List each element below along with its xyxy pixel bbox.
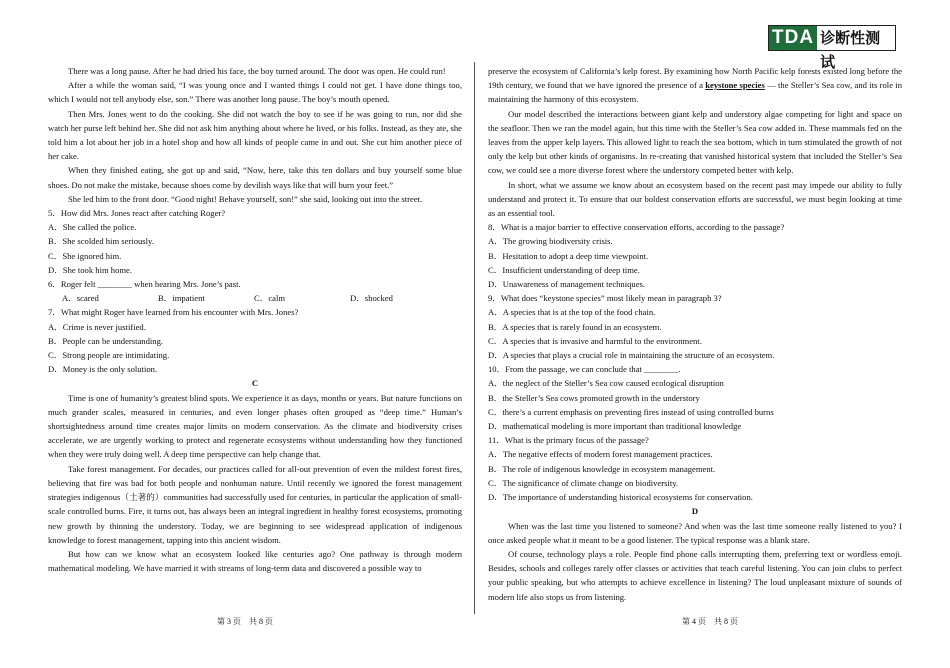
question-10: 10．From the passage, we can conclude that ________. xyxy=(488,364,681,375)
question-8: 8．What is a major barrier to effective conservation efforts, according to the passage? xyxy=(488,222,785,233)
text-run: — the Steller’s Sea cow, and its role in maintaining the harmony of this ecosystem. xyxy=(488,80,902,105)
option: C．A species that is invasive and harmful to the environment. xyxy=(488,335,702,346)
keystone-species-term: keystone species xyxy=(705,80,765,91)
paragraph: After a while the woman said, “I was young once and I wanted things I could not get. I have done things too, which I would not tell anybody else, son.” There was another long pause. The boy’s mouth opened. xyxy=(48,80,462,105)
right-column xyxy=(488,64,902,604)
section-d-heading: D xyxy=(691,506,699,517)
option: C．She ignored him. xyxy=(48,250,122,261)
logo-abbr: TDA xyxy=(769,26,817,50)
paragraph: When they finished eating, she got up and said, “Now, here, take this ten dollars and buy yourself some blue shoes. Do not make the mistake, because shoes come by devilish ways like that will burn your feet.” xyxy=(48,165,462,190)
option: C．Strong people are intimidating. xyxy=(48,350,170,361)
option: D．The importance of understanding historical ecosystems for conservation. xyxy=(488,492,753,503)
left-column xyxy=(48,64,462,575)
paragraph: In short, what we assume we know about an ecosystem based on the recent past may impede our ability to fully understand and protect it. To ensure that our boldest conservation efforts are successful, we must begin looking at time as an essential tool. xyxy=(488,179,902,219)
option: D．Unawareness of management techniques. xyxy=(488,279,646,290)
paragraph xyxy=(488,64,902,107)
page-number-right: 第 4 页 共 8 页 xyxy=(682,617,738,626)
option: A．The negative effects of modern forest management practices. xyxy=(488,449,713,460)
option: B．impatient xyxy=(158,293,205,304)
option: A．She called the police. xyxy=(48,222,137,233)
option: C．calm xyxy=(254,293,286,304)
column-divider xyxy=(474,62,475,614)
option: B．A species that is rarely found in an ecosystem. xyxy=(488,321,662,332)
option: D．shocked xyxy=(350,293,393,304)
options-row xyxy=(62,291,462,305)
paragraph: Take forest management. For decades, our practices called for all-out prevention of even the mildest forest fires, believing that fire was bad for both people and nonhuman nature. Until recently we ignored the forest management strategies indigenous（土著的）communities had successfully used for centuries, in particular the application of small-scale controlled burns. Fire, it turns out, has always been an integral ingredient in healthy forest ecosystems, promoting new growth by thinning the understory. Today, we are beginning to see widespread application of indigenous knowledge to forest management, tapping into this ancient wisdom. xyxy=(48,463,462,545)
question-9: 9．What does “keystone species” most likely mean in paragraph 3? xyxy=(488,293,722,304)
option: B．the Steller’s Sea cows promoted growth in the understory xyxy=(488,392,700,403)
option: D．mathematical modeling is more important than traditional knowledge xyxy=(488,421,742,432)
option: C．Insufficient understanding of deep time. xyxy=(488,264,640,275)
option: C．The significance of climate change on biodiversity. xyxy=(488,477,679,488)
paragraph: Time is one of humanity’s greatest blind spots. We experience it as days, months or years. But nature functions on much grander scales, measured in centuries, and even longer phases often grouped as “deep time.” Human’s shortsightedness around time creates major limits on modern conservation. As the climate and biodiversity crises accelerate, we are urgently working to protect and regenerate ecosystems without understanding how they functioned when they were truly doing well. A deep time perspective can help change that. xyxy=(48,392,462,460)
option: D．A species that plays a crucial role in maintaining the structure of an ecosystem. xyxy=(488,350,775,361)
option: B．She scolded him seriously. xyxy=(48,236,154,247)
question-7: 7．What might Roger have learned from his encounter with Mrs. Jones? xyxy=(48,307,299,318)
paragraph: There was a long pause. After he had dried his face, the boy turned around. The door was open. He could run! xyxy=(68,66,446,76)
option: A．the neglect of the Steller’s Sea cow caused ecological disruption xyxy=(488,378,724,389)
question-11: 11．What is the primary focus of the passage? xyxy=(488,435,649,446)
logo-name: 诊断性测试 xyxy=(817,26,895,50)
option: B．People can be understanding. xyxy=(48,335,164,346)
section-c-heading: C xyxy=(251,378,259,389)
question-5: 5．How did Mrs. Jones react after catching Roger? xyxy=(48,208,226,219)
paragraph: Of course, technology plays a role. People find phone calls interrupting them, preferring text or wordless emoji. Besides, schools and colleges rarely offer classes or activities that teach careful listening. You can join clubs to perfect your public speaking, but who attempts to achieve excellence in listening? The loud unpleasant mixture of sounds of modern life also stops us from listening. xyxy=(488,548,902,602)
paragraph: Then Mrs. Jones went to do the cooking. She did not watch the boy to see if he was going to run, nor did she watch her purse left behind her. She did not ask him anything about where he lived, or his folks. Instead, as they ate, she told him a lot about her job in a hotel shop and how all kinds of people came in and out. She cut him another piece of her cake. xyxy=(48,108,462,162)
option: D．She took him home. xyxy=(48,264,133,275)
option: A．Crime is never justified. xyxy=(48,321,146,332)
tda-logo xyxy=(768,25,896,71)
page-number-left: 第 3 页 共 8 页 xyxy=(217,617,273,626)
option: B．The role of indigenous knowledge in ecosystem management. xyxy=(488,463,716,474)
option: A．The growing biodiversity crisis. xyxy=(488,236,613,247)
text-run: preserve the ecosystem of California’s kelp forest. By examining how North Pacific kelp forests existed long before the 19th century, we found that we have ignored the presence of a xyxy=(488,66,902,91)
option: C．there’s a current emphasis on preventing fires instead of using controlled burns xyxy=(488,406,774,417)
option: A．A species that is at the top of the food chain. xyxy=(488,307,656,318)
paragraph: When was the last time you listened to someone? And when was the last time someone really listened to you? I once asked people what it meant to be a good listener. The typical response was a blank stare. xyxy=(488,520,902,545)
option: B．Hesitation to adopt a deep time viewpoint. xyxy=(488,250,649,261)
paragraph: She led him to the front door. “Good night! Behave yourself, son!” she said, looking out into the street. xyxy=(68,193,423,204)
paragraph: Our model described the interactions between giant kelp and understory algae competing for light and space on the seafloor. Then we ran the model again, but this time with the Steller’s Sea cow added in. These mammals fed on the leaves from the upper kelp layers. This allowed light to reach the sea bottom, which in turn stimulated the growth of not only the kelp but other kinds of organisms. In re-creating that vanished historical system that included the Steller’s Sea cow, we could see a more diverse forest where the understory competed better with kelp. xyxy=(488,108,902,176)
paragraph: But how can we know what an ecosystem looked like centuries ago? One pathway is through modern mathematical modeling. We have married it with streams of long-term data and discovered a possible way to xyxy=(48,548,462,574)
question-6: 6．Roger felt ________ when hearing Mrs. Jone’s past. xyxy=(48,279,241,290)
option: A．scared xyxy=(62,293,99,304)
option: D．Money is the only solution. xyxy=(48,364,158,375)
